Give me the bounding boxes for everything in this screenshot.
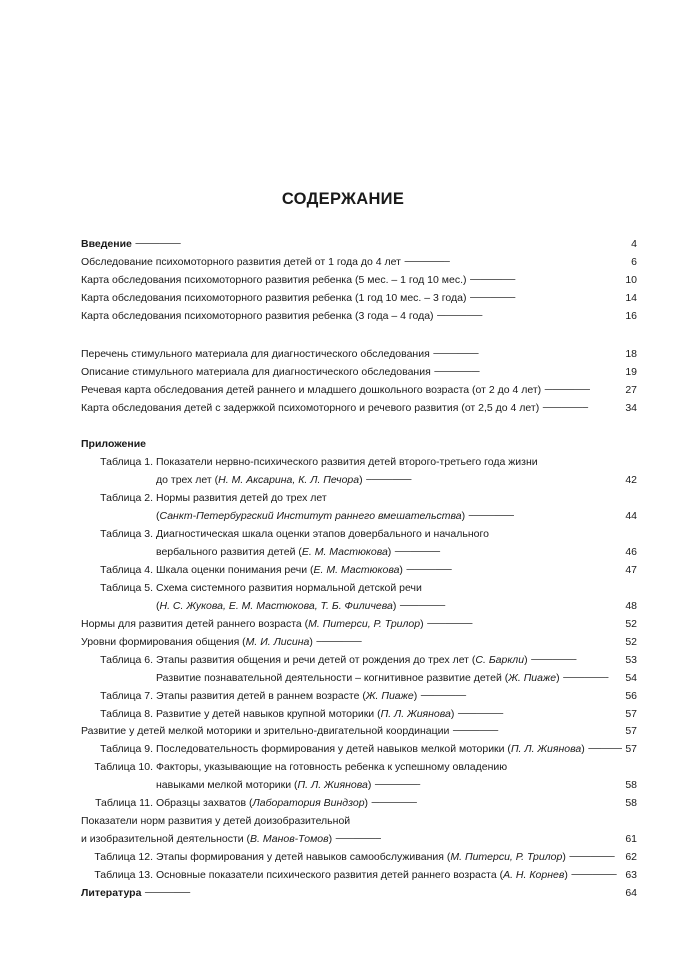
author: А. Н. Корнев — [503, 868, 565, 881]
author: Ж. Пиаже — [508, 671, 557, 684]
dot-leader — [468, 508, 622, 526]
toc-entry-table-4[interactable]: Таблица 4. Шкала оценки понимания речи (Е. М. Мастюкова) . . . 47 — [81, 562, 637, 580]
toc-entry-intro[interactable] — [81, 236, 637, 254]
page-number: 57 — [625, 707, 637, 720]
dot-leader — [366, 472, 623, 490]
dot-leader — [433, 346, 623, 364]
toc-entry-table-11[interactable]: Таблица 11. Образцы захватов (Лаборатория Виндзор) . . . 58 — [81, 795, 637, 813]
toc-entry[interactable] — [81, 382, 637, 400]
toc-entry-table-2[interactable] — [81, 490, 637, 508]
author: Е. М. Мастюкова — [301, 546, 388, 559]
dot-leader — [144, 885, 622, 903]
page-number: 53 — [625, 653, 637, 666]
table-label: Таблица 13. — [94, 868, 153, 881]
page-number: 48 — [625, 599, 637, 612]
toc-entry-table-1[interactable] — [81, 454, 637, 472]
author: Н. М. Аксарина, К. Л. Печора — [218, 474, 360, 487]
toc-entry-table-10[interactable] — [81, 759, 637, 777]
dot-leader — [406, 562, 622, 580]
page-number: 27 — [625, 383, 637, 396]
author: Лаборатория Виндзор — [252, 797, 365, 810]
section-heading-appendix[interactable] — [81, 436, 637, 454]
table-label: Таблица 7. — [100, 689, 153, 702]
page-number: 61 — [625, 833, 637, 846]
page-number: 10 — [625, 273, 637, 286]
dot-leader — [571, 867, 623, 885]
page-number: 64 — [625, 886, 637, 899]
table-label: Таблица 3. — [100, 528, 153, 541]
entry-text: Литература — [81, 886, 142, 899]
dot-leader — [588, 741, 623, 759]
page-number: 4 — [631, 238, 637, 250]
table-label: Таблица 5. — [100, 581, 153, 594]
entry-text: Развитие у детей мелкой моторики и зрительно-двигательной координации — [81, 725, 450, 738]
entry-text: Перечень стимульного материала для диагностического обследования — [81, 347, 430, 360]
table-label: Таблица 10. — [94, 761, 153, 774]
table-label: Таблица 2. — [100, 492, 153, 505]
toc-entry-continuation[interactable]: навыками мелкой моторики (П. Л. Жиянова) . . . 58 — [81, 777, 637, 795]
table-label: Таблица 12. — [94, 851, 153, 863]
dot-leader — [335, 831, 622, 849]
dot-leader — [374, 777, 622, 795]
toc-entry-continuation[interactable]: вербального развития детей (Е. М. Мастюкова) . . . 46 — [81, 544, 637, 562]
entry-text: Речевая карта обследования детей раннего и младшего дошкольного возраста (от 2 до 4 лет) — [81, 383, 542, 396]
toc-entry-continuation[interactable]: (Н. С. Жукова, Е. М. Мастюкова, Т. Б. Филичева) . . . 48 — [81, 598, 637, 616]
page-number: 63 — [625, 868, 637, 881]
entry-text: Описание стимульного материала для диагностического обследования — [81, 365, 431, 378]
dot-leader — [427, 616, 623, 634]
page-number: 56 — [625, 689, 637, 702]
toc-entry-table-7[interactable]: Таблица 7. Этапы развития детей в раннем возрасте (Ж. Пиаже) . . . 56 — [81, 688, 637, 706]
dot-leader — [469, 290, 622, 308]
author: С. Баркли — [475, 653, 525, 666]
author: П. Л. Жиянова — [380, 707, 451, 720]
entry-text: Карта обследования детей с задержкой психомоторного и речевого развития (от 2,5 до 4 лет) — [81, 401, 540, 414]
toc-entry-continuation[interactable]: Развитие познавательной деятельности – когнитивное развитие детей (Ж. Пиаже) . . . 54 — [81, 670, 637, 688]
toc-entry[interactable] — [81, 254, 637, 272]
page-number: 52 — [625, 617, 637, 630]
toc-entry[interactable]: Нормы для развития детей раннего возраста (М. Питерси, Р. Трилор) . . . 52 — [81, 616, 637, 634]
page-number: 14 — [625, 291, 637, 304]
page-number: 34 — [625, 401, 637, 414]
toc-entry-continuation[interactable]: (Санкт-Петербургский Институт раннего вмешательства) . . . 44 — [81, 508, 637, 526]
toc-entry-table-3[interactable] — [81, 526, 637, 544]
page-number: 52 — [625, 635, 637, 648]
table-label: Таблица 8. — [100, 707, 153, 720]
entry-text: Схема системного развития нормальной детской речи — [156, 581, 422, 594]
toc-entry-table-6[interactable]: Таблица 6. Этапы развития общения и речи детей от рождения до трех лет (С. Баркли) . . . 53 — [81, 652, 637, 670]
table-of-contents — [81, 236, 637, 903]
author: Санкт-Петербургский Институт раннего вмешательства — [159, 510, 462, 523]
entry-text: Карта обследования психомоторного развития ребенка (3 года – 4 года) — [81, 309, 434, 322]
toc-entry-table-5[interactable] — [81, 580, 637, 598]
dot-leader — [563, 670, 623, 688]
page-number: 57 — [625, 725, 637, 738]
author: П. Л. Жиянова — [297, 779, 368, 792]
toc-entry[interactable] — [81, 400, 637, 418]
page-number: 42 — [625, 474, 637, 487]
author: М. И. Лисина — [245, 635, 310, 648]
toc-entry[interactable] — [81, 364, 637, 382]
page-number: 58 — [625, 779, 637, 792]
entry-text: Карта обследования психомоторного развития ребенка (5 мес. – 1 год 10 мес.) — [81, 273, 467, 286]
dot-leader — [434, 364, 623, 382]
table-label: Таблица 6. — [100, 653, 153, 666]
page-number: 54 — [625, 671, 637, 684]
table-label: Таблица 11. — [95, 797, 153, 810]
entry-text: Введение — [81, 238, 132, 250]
toc-entry[interactable]: Уровни формирования общения (М. И. Лисина) . . . 52 — [81, 634, 637, 652]
dot-leader — [420, 688, 622, 706]
dot-leader — [399, 598, 622, 616]
toc-entry-table-12[interactable]: Таблица 12. Этапы формирования у детей навыков самообслуживания (М. Питерси, Р. Трилор) . . . 62 — [81, 849, 637, 867]
dot-leader — [394, 544, 622, 562]
author: П. Л. Жиянова — [510, 743, 582, 756]
dot-leader — [135, 236, 628, 254]
toc-entry-table-9[interactable]: Таблица 9. Последовательность формирования у детей навыков мелкой моторики (П. Л. Жиянова) . . . 57 — [81, 741, 637, 759]
toc-entry-table-13[interactable]: Таблица 13. Основные показатели психического развития детей раннего возраста (А. Н. Корнев) . . . 63 — [81, 867, 637, 885]
table-label: Таблица 9. — [100, 743, 153, 756]
dot-leader — [470, 272, 623, 290]
toc-entry[interactable] — [81, 813, 637, 831]
page-number: 44 — [625, 510, 637, 523]
page-number: 6 — [631, 255, 637, 268]
dot-leader — [316, 634, 622, 652]
dot-leader — [569, 849, 623, 867]
entry-text: Диагностическая шкала оценки этапов довербального и начального — [156, 528, 489, 541]
toc-entry-continuation[interactable]: до трех лет (Н. М. Аксарина, К. Л. Печора) . . . 42 — [81, 472, 637, 490]
toc-entry[interactable] — [81, 723, 637, 741]
author: Е. М. Мастюкова — [313, 564, 400, 576]
page-title: СОДЕРЖАНИЕ — [281, 190, 405, 208]
toc-entry-table-8[interactable]: Таблица 8. Развитие у детей навыков крупной моторики (П. Л. Жиянова) . . . 57 — [81, 706, 637, 724]
dot-leader — [404, 254, 628, 272]
dot-leader — [542, 400, 622, 418]
toc-entry-continuation[interactable]: и изобразительной деятельности (В. Манов-Томов) . . . 61 — [81, 831, 637, 849]
entry-text: до трех лет ( — [156, 474, 219, 487]
author: М. Питерси, Р. Трилор — [308, 617, 421, 630]
toc-entry[interactable] — [81, 272, 637, 290]
entry-text: Факторы, указывающие на готовность ребенка к успешному овладению — [156, 761, 508, 774]
page-number: 58 — [625, 797, 637, 810]
page-number: 62 — [625, 851, 637, 863]
page-number: 46 — [625, 546, 637, 559]
page-number: 47 — [625, 564, 637, 576]
entry-text: Обследование психомоторного развития детей от 1 года до 4 лет — [81, 255, 401, 268]
toc-entry[interactable] — [81, 290, 637, 308]
author: Ж. Пиаже — [365, 689, 414, 702]
author: Н. С. Жукова, Е. М. Мастюкова, Т. Б. Филичева — [159, 599, 393, 612]
entry-text: Показатели норм развития у детей доизобразительной — [81, 815, 351, 828]
toc-entry[interactable] — [81, 346, 637, 364]
entry-text: Карта обследования психомоторного развития ребенка (1 год 10 мес. – 3 года) — [81, 291, 467, 304]
table-label: Таблица 4. — [100, 564, 153, 576]
page-number: 18 — [625, 347, 637, 360]
table-label: Таблица 1. — [100, 456, 153, 469]
dot-leader — [544, 382, 622, 400]
page-number: 57 — [625, 743, 637, 756]
dot-leader — [457, 706, 622, 724]
dot-leader — [452, 723, 622, 741]
author: М. Питерси, Р. Трилор — [450, 851, 563, 863]
page-number: 16 — [625, 309, 637, 322]
entry-text: Показатели нервно-психического развития детей второго-третьего года жизни — [156, 456, 538, 469]
dot-leader — [437, 308, 623, 326]
author: В. Манов-Томов — [250, 833, 329, 846]
dot-leader — [371, 795, 622, 813]
page-number: 19 — [625, 365, 637, 378]
toc-entry-literature[interactable] — [81, 885, 637, 903]
entry-text: Нормы развития детей до трех лет — [156, 492, 327, 505]
dot-leader — [531, 652, 623, 670]
toc-entry[interactable] — [81, 308, 637, 326]
entry-text: Приложение — [81, 438, 147, 451]
